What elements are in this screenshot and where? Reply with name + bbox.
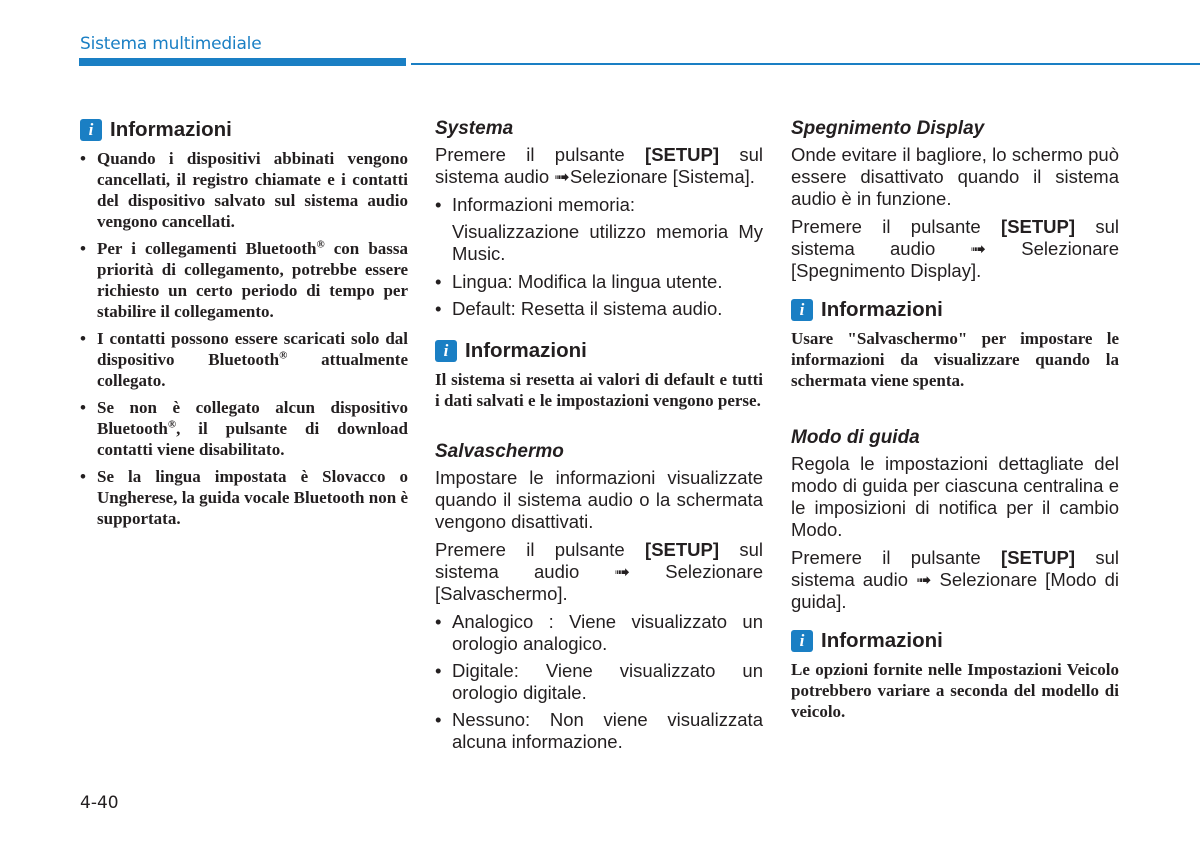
info-heading: [80, 118, 408, 142]
list-item-detail: Visualizzazione utilizzo memoria My Music.: [452, 221, 763, 264]
info-heading: [791, 629, 1119, 653]
header-bar: [79, 58, 406, 66]
info-icon: i: [791, 299, 813, 321]
text: , il pulsante di download contatti viene disabilitato.: [97, 419, 408, 459]
info-title: Informazioni: [110, 118, 232, 141]
info-text: Il sistema si resetta ai valori di default e tutti i dati salvati e le impostazioni vengono perse.: [435, 370, 763, 410]
paragraph: [435, 539, 763, 605]
text: Se non è collegato alcun dispositivo Bluetooth: [97, 398, 408, 438]
text: Premere il pulsante: [791, 216, 1002, 237]
section-heading: Modo di guida: [791, 427, 920, 448]
setup-key: [SETUP]: [645, 144, 720, 165]
list-item: • Lingua: Modifica la lingua utente.: [435, 271, 763, 293]
text: sul sistema audio: [435, 539, 763, 582]
info-title: Informazioni: [821, 629, 943, 652]
info-list: [80, 148, 408, 529]
arrow-icon: ➟: [554, 166, 570, 187]
bullet-list: [435, 271, 763, 320]
section-heading: Systema: [435, 118, 514, 139]
setup-key: [SETUP]: [645, 539, 720, 560]
paragraph: Impostare le informazioni visualizzate quando il sistema audio o la schermata vengono disattivati.: [435, 467, 763, 532]
text: Premere il pulsante: [435, 539, 646, 560]
text: Selezionare [Sistema].: [569, 166, 755, 187]
setup-key: [SETUP]: [1001, 547, 1076, 568]
info-icon: i: [80, 119, 102, 141]
list-item: • Digitale: Viene visualizzato un orologio digitale.: [435, 660, 763, 704]
arrow-icon: ➟: [614, 561, 631, 582]
list-item: [80, 328, 408, 391]
paragraph: Regola le impostazioni dettagliate del modo di guida per ciascuna centralina e le imposizioni di notifica per il cambio Modo.: [791, 453, 1119, 540]
section-heading: Salvaschermo: [435, 441, 564, 462]
paragraph: [435, 144, 763, 188]
section-heading: Spegnimento Display: [791, 118, 985, 139]
info-title: Informazioni: [821, 298, 943, 321]
text: sul sistema audio: [791, 547, 1119, 590]
header-rule: [411, 63, 1200, 65]
page-number: 4-40: [80, 793, 119, 813]
setup-key: [SETUP]: [1001, 216, 1076, 237]
registered-mark: ®: [316, 238, 325, 251]
text: Per i collegamenti Bluetooth: [97, 239, 317, 258]
list-item: [80, 397, 408, 460]
list-item: • Nessuno: Non viene visualizzata alcuna informazione.: [435, 709, 763, 753]
list-item: [80, 238, 408, 322]
column-1: [80, 118, 408, 535]
column-2: [435, 118, 763, 758]
text: sul sistema audio: [435, 144, 763, 187]
registered-mark: ®: [279, 349, 288, 362]
section-title: Sistema multimediale: [80, 34, 262, 54]
info-icon: i: [435, 340, 457, 362]
bullet-list: [435, 194, 763, 216]
paragraph: [791, 547, 1119, 613]
info-icon: i: [791, 630, 813, 652]
text: sul sistema audio: [791, 216, 1119, 259]
paragraph: Onde evitare il bagliore, lo schermo può essere disattivato quando il sistema audio è in funzione.: [791, 144, 1119, 209]
list-item: • Quando i dispositivi abbinati vengono cancellati, il registro chiamate e i contatti del dispositivo salvato sul sistema audio vengono cancellati.: [80, 148, 408, 232]
text: Selezionare [Salvaschermo].: [435, 561, 763, 604]
text: Premere il pulsante: [791, 547, 1002, 568]
text: con bassa priorità di collegamento, potrebbe essere richiesto un certo periodo di tempo per stabilire il collegamento.: [97, 239, 409, 321]
info-title: Informazioni: [465, 339, 587, 362]
text: I contatti possono essere scaricati solo dal dispositivo Bluetooth: [97, 329, 408, 369]
list-item: • Informazioni memoria:: [435, 194, 763, 216]
text: Selezionare [Modo di guida].: [791, 569, 1119, 612]
arrow-icon: ➟: [915, 569, 932, 590]
list-item: • Default: Resetta il sistema audio.: [435, 298, 763, 320]
text: attualmente collegato.: [97, 350, 408, 390]
info-text: Le opzioni fornite nelle Impostazioni Veicolo potrebbero variare a seconda del modello di veicolo.: [791, 660, 1119, 721]
bullet-list: [435, 611, 763, 753]
text: Premere il pulsante: [435, 144, 646, 165]
paragraph: [791, 216, 1119, 282]
list-item: • Analogico : Viene visualizzato un orologio analogico.: [435, 611, 763, 655]
list-item: • Se la lingua impostata è Slovacco o Ungherese, la guida vocale Bluetooth non è supportata.: [80, 466, 408, 529]
text: Selezionare [Spegnimento Display].: [791, 238, 1119, 281]
registered-mark: ®: [167, 418, 177, 431]
info-heading: [791, 298, 1119, 322]
column-3: [791, 118, 1119, 728]
info-text: Usare "Salvaschermo" per impostare le informazioni da visualizzare quando la schermata viene spenta.: [791, 329, 1119, 390]
info-heading: [435, 339, 763, 363]
arrow-icon: ➟: [970, 238, 987, 259]
